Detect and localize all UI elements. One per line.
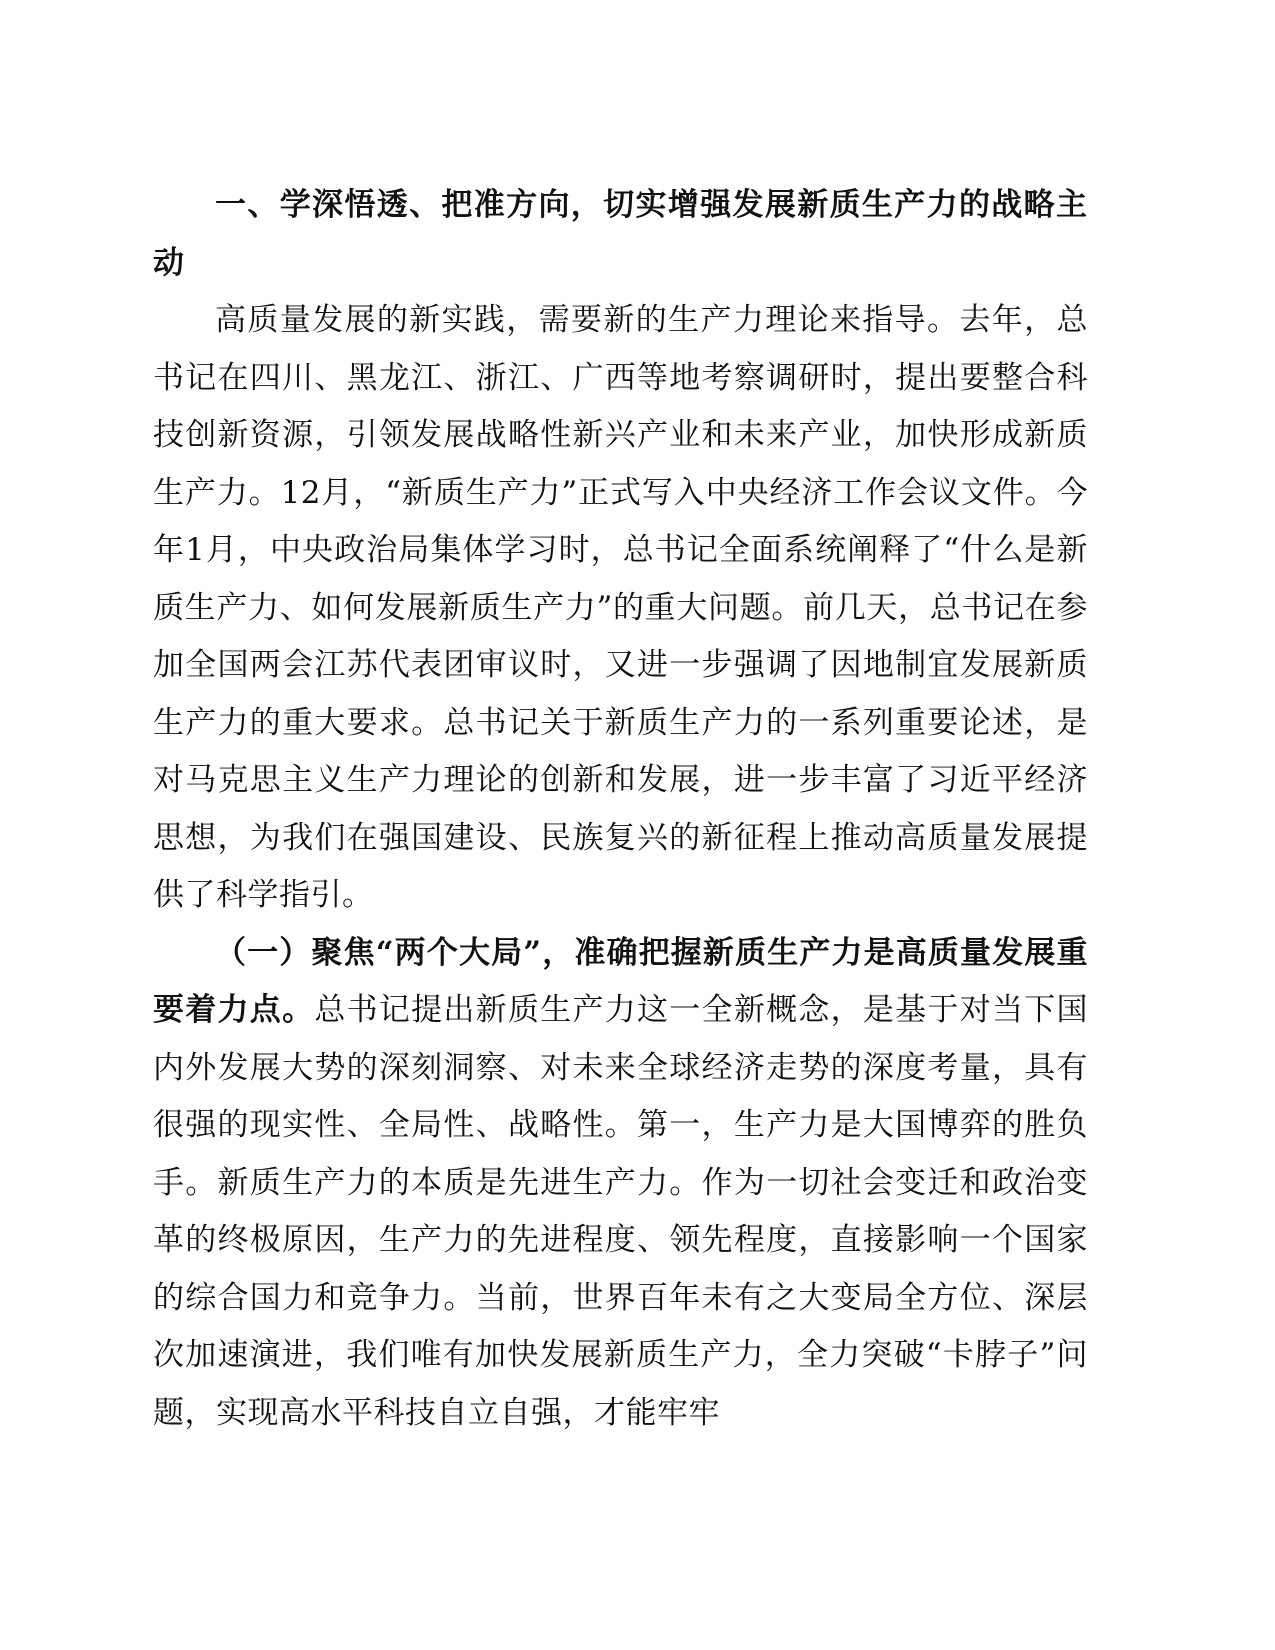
document-body	[153, 177, 1088, 1442]
section-heading: 一、学深悟透、把准方向，切实增强发展新质生产力的战略主动	[153, 187, 1088, 281]
subsection-paragraph	[153, 925, 1088, 1443]
subsection-heading: （一）聚焦“两个大局”，准确把握新质生产力是高质量发展重要着力点。	[153, 934, 1088, 1028]
subsection-body: 总书记提出新质生产力这一全新概念，是基于对当下国内外发展大势的深刻洞察、对未来全球经济走势的深度考量，具有很强的现实性、全局性、战略性。第一，生产力是大国博弈的胜负手。新质生产力的本质是先进生产力。作为一切社会变迁和政治变革的终极原因，生产力的先进程度、领先程度，直接影响一个国家的综合国力和竞争力。当前，世界百年未有之大变局全方位、深层次加速演进，我们唯有加快发展新质生产力，全力突破“卡脖子”问题，实现高水平科技自立自强，才能牢牢	[153, 992, 1089, 1431]
body-paragraph: 高质量发展的新实践，需要新的生产力理论来指导。去年，总书记在四川、黑龙江、浙江、广西等地考察调研时，提出要整合科技创新资源，引领发展战略性新兴产业和未来产业，加快形成新质生产力。12月，“新质生产力”正式写入中央经济工作会议文件。今年1月，中央政治局集体学习时，总书记全面系统阐释了“什么是新质生产力、如何发展新质生产力”的重大问题。前几天，总书记在参加全国两会江苏代表团审议时，又进一步强调了因地制宜发展新质生产力的重大要求。总书记关于新质生产力的一系列重要论述，是对马克思主义生产力理论的创新和发展，进一步丰富了习近平经济思想，为我们在强国建设、民族复兴的新征程上推动高质量发展提供了科学指引。	[153, 302, 1088, 913]
